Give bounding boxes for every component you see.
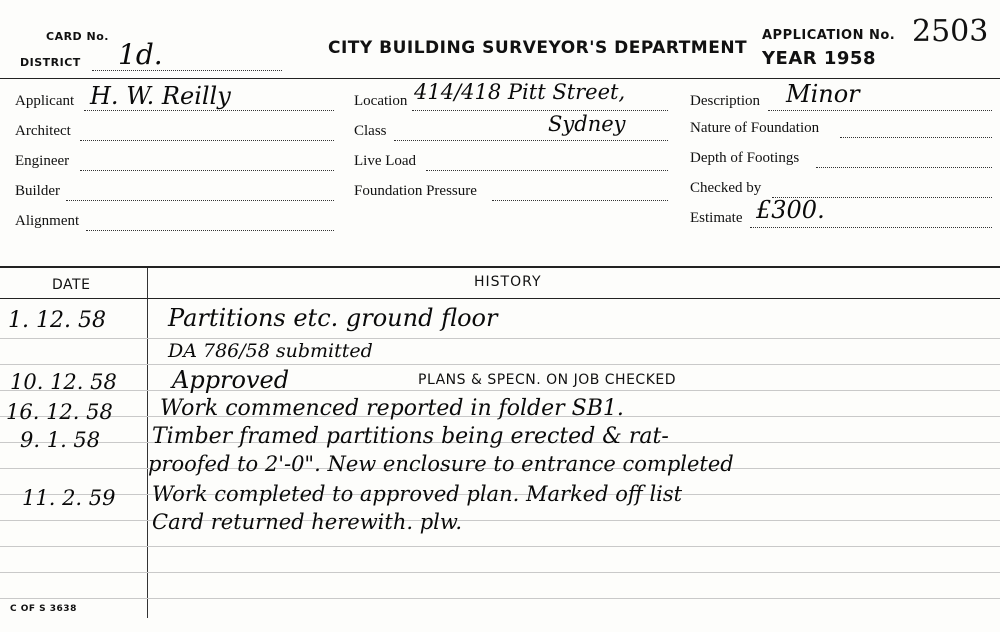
location-label: Location xyxy=(354,93,408,109)
applicant-value: H. W. Reilly xyxy=(90,82,231,110)
row-history: Timber framed partitions being erected & rat- xyxy=(152,424,669,449)
checked-by-label: Checked by xyxy=(690,180,762,196)
builder-label: Builder xyxy=(15,183,60,199)
architect-label: Architect xyxy=(15,123,71,139)
ruled-line xyxy=(0,364,1000,365)
depth-of-footings-line xyxy=(816,167,992,168)
description-line xyxy=(768,110,992,111)
row-date: 16. 12. 58 xyxy=(6,400,113,424)
date-header: DATE xyxy=(52,277,91,293)
live-load-line xyxy=(426,170,668,171)
table-top-border xyxy=(0,266,1000,268)
location-value: 414/418 Pitt Street, xyxy=(414,80,626,104)
form-code: C OF S 3638 xyxy=(10,604,77,614)
live-load-label: Live Load xyxy=(354,153,417,169)
department-title: CITY BUILDING SURVEYOR'S DEPARTMENT xyxy=(328,38,748,58)
ruled-line xyxy=(0,390,1000,391)
class-label: Class xyxy=(354,123,387,139)
ruled-line xyxy=(0,520,1000,521)
class-line xyxy=(394,140,668,141)
row-history: Approved xyxy=(172,366,290,394)
depth-of-footings-label: Depth of Footings xyxy=(690,150,800,166)
date-column-divider xyxy=(147,268,148,618)
header-divider xyxy=(0,78,1000,79)
row-history: Work commenced reported in folder SB1. xyxy=(160,396,624,421)
foundation-pressure-line xyxy=(492,200,668,201)
row-history: DA 786/58 submitted xyxy=(168,340,373,362)
builder-line xyxy=(66,200,334,201)
row-date: 9. 1. 58 xyxy=(20,428,101,452)
year-label: YEAR 1958 xyxy=(762,48,876,69)
ruled-line xyxy=(0,338,1000,339)
checked-stamp: PLANS & SPECN. ON JOB CHECKED xyxy=(418,372,677,388)
district-value: 1d. xyxy=(118,38,163,71)
description-value: Minor xyxy=(786,80,860,108)
nature-of-foundation-label: Nature of Foundation xyxy=(690,120,820,136)
applicant-label: Applicant xyxy=(15,93,75,109)
row-date: 11. 2. 59 xyxy=(22,486,116,510)
card-no-label: CARD No. xyxy=(46,30,109,43)
ruled-line xyxy=(0,572,1000,573)
description-label: Description xyxy=(690,93,760,109)
row-history: Work completed to approved plan. Marked off list xyxy=(152,482,683,506)
applicant-line xyxy=(84,110,334,111)
application-no-label: APPLICATION No. xyxy=(762,28,896,43)
engineer-label: Engineer xyxy=(15,153,70,169)
engineer-line xyxy=(80,170,334,171)
nature-of-foundation-line xyxy=(840,137,992,138)
estimate-value: £300. xyxy=(756,196,825,224)
table-header-divider xyxy=(0,298,1000,299)
alignment-line xyxy=(86,230,334,231)
alignment-label: Alignment xyxy=(15,213,80,229)
row-date: 10. 12. 58 xyxy=(10,370,117,394)
history-header: HISTORY xyxy=(474,274,542,290)
ruled-line xyxy=(0,598,1000,599)
row-history: Partitions etc. ground floor xyxy=(168,304,498,332)
location-value-line2: Sydney xyxy=(548,112,626,136)
architect-line xyxy=(80,140,334,141)
estimate-label: Estimate xyxy=(690,210,743,226)
foundation-pressure-label: Foundation Pressure xyxy=(354,183,477,199)
application-no-value: 2503 xyxy=(912,14,989,49)
row-date: 1. 12. 58 xyxy=(8,308,106,333)
ruled-line xyxy=(0,546,1000,547)
row-history: proofed to 2'-0". New enclosure to entrance completed xyxy=(148,452,734,476)
location-line xyxy=(412,110,668,111)
row-history: Card returned herewith. plw. xyxy=(152,510,463,534)
estimate-line xyxy=(750,227,992,228)
district-label: DISTRICT xyxy=(20,56,81,69)
